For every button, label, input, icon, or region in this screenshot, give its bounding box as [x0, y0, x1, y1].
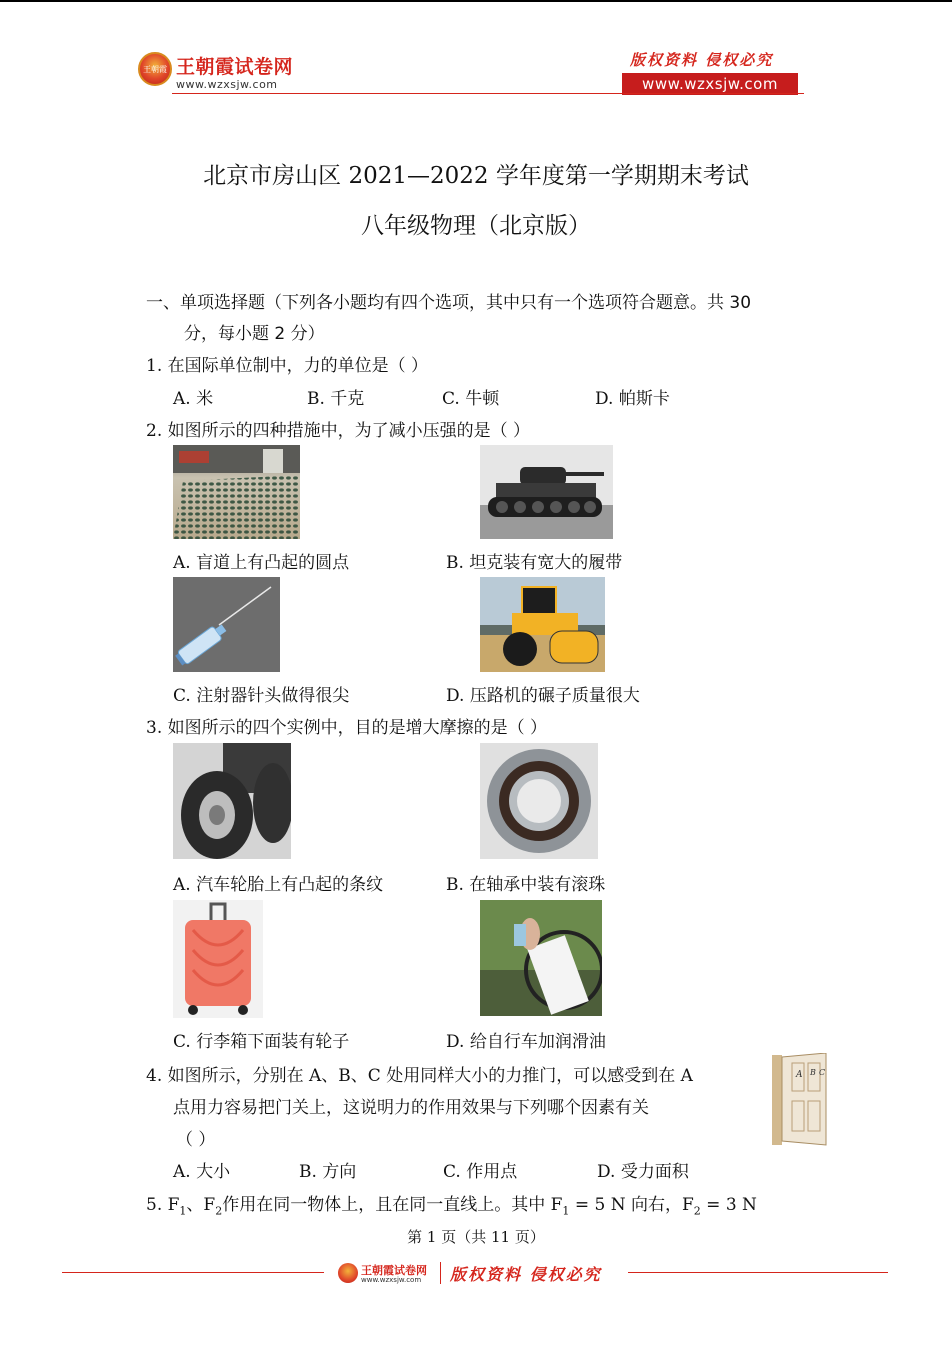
logo-seal-icon	[138, 52, 172, 86]
q5-text: 作用在同一物体上，且在同一直线上。其中 F	[222, 1195, 563, 1215]
door-label-b: B	[810, 1068, 816, 1077]
syringe-image	[173, 577, 280, 672]
q1-option-b: B. 千克	[307, 389, 365, 409]
header-slogan: 版权资料 侵权必究	[630, 51, 774, 69]
q5-sub: 1	[562, 1204, 570, 1218]
footer-rule-left	[62, 1272, 324, 1273]
q3-option-c: C. 行李箱下面装有轮子	[173, 1032, 350, 1052]
q2-option-c: C. 注射器针头做得很尖	[173, 686, 350, 706]
footer-logo-url: www.wzxsjw.com	[361, 1276, 422, 1284]
footer-logo-text: 王朝霞试卷网	[361, 1264, 427, 1277]
question-1-stem: 1. 在国际单位制中，力的单位是（ ）	[146, 356, 429, 376]
q5-text: 5. F	[146, 1195, 180, 1215]
q2-option-d: D. 压路机的碾子质量很大	[446, 686, 640, 706]
top-rule	[0, 0, 952, 2]
q1-option-a: A. 米	[173, 389, 214, 409]
footer-slogan: 版权资料 侵权必究	[450, 1265, 602, 1284]
q5-sub: 2	[215, 1204, 223, 1218]
logo-seal-text: 王朝霞	[143, 64, 167, 74]
page-title: 北京市房山区 2021—2022 学年度第一学期期末考试	[203, 163, 749, 189]
logo-url: www.wzxsjw.com	[176, 78, 278, 91]
q3-option-a: A. 汽车轮胎上有凸起的条纹	[173, 875, 384, 895]
door-image	[768, 1053, 830, 1149]
question-4-stem-cont: 点用力容易把门关上，这说明力的作用效果与下列哪个因素有关	[173, 1098, 649, 1118]
section-heading-cont: 分，每小题 2 分）	[184, 324, 325, 344]
question-2-stem: 2. 如图所示的四种措施中，为了减小压强的是（ ）	[146, 421, 531, 441]
q1-option-c: C. 牛顿	[442, 389, 500, 409]
question-5-stem	[146, 1190, 757, 1217]
suitcase-image	[173, 900, 263, 1018]
header-url-bar	[622, 73, 798, 95]
tank-image	[480, 445, 613, 539]
road-roller-image	[480, 577, 605, 672]
q4-option-b: B. 方向	[299, 1162, 357, 1182]
q5-text: = 3 N	[700, 1195, 757, 1215]
door-label-c: C	[819, 1068, 826, 1077]
footer-rule-right	[628, 1272, 888, 1273]
ball-bearing-image	[480, 743, 598, 859]
page-number: 第 1 页（共 11 页）	[407, 1228, 545, 1246]
page-subtitle: 八年级物理（北京版）	[361, 213, 591, 239]
q2-option-b: B. 坦克装有宽大的履带	[446, 553, 623, 573]
tractor-tire-image	[173, 743, 291, 859]
header-rule	[172, 93, 804, 94]
logo-text: 王朝霞试卷网	[176, 56, 294, 78]
q2-option-a: A. 盲道上有凸起的圆点	[173, 553, 350, 573]
question-4-stem: 4. 如图所示，分别在 A、B、C 处用同样大小的力推门，可以感受到在 A	[146, 1066, 693, 1086]
footer-logo-seal-icon	[338, 1263, 358, 1283]
q5-text: = 5 N 向右，F	[569, 1195, 694, 1215]
q5-text: 、F	[186, 1195, 216, 1215]
header-url: www.wzxsjw.com	[642, 75, 778, 93]
q1-option-d: D. 帕斯卡	[595, 389, 670, 409]
q4-option-c: C. 作用点	[443, 1162, 518, 1182]
question-4-blank: （ ）	[176, 1130, 216, 1150]
question-3-stem: 3. 如图所示的四个实例中，目的是增大摩擦的是（ ）	[146, 718, 548, 738]
q4-option-a: A. 大小	[173, 1162, 231, 1182]
q3-option-b: B. 在轴承中装有滚珠	[446, 875, 606, 895]
tactile-paving-image	[173, 445, 300, 539]
bicycle-oiling-image	[480, 900, 602, 1016]
q5-sub: 1	[179, 1204, 187, 1218]
footer-separator	[440, 1262, 441, 1284]
section-heading: 一、单项选择题（下列各小题均有四个选项，其中只有一个选项符合题意。共 30	[146, 293, 752, 313]
q4-option-d: D. 受力面积	[597, 1162, 689, 1182]
q3-option-d: D. 给自行车加润滑油	[446, 1032, 606, 1052]
door-label-a: A	[796, 1070, 803, 1080]
q5-sub: 2	[693, 1204, 701, 1218]
